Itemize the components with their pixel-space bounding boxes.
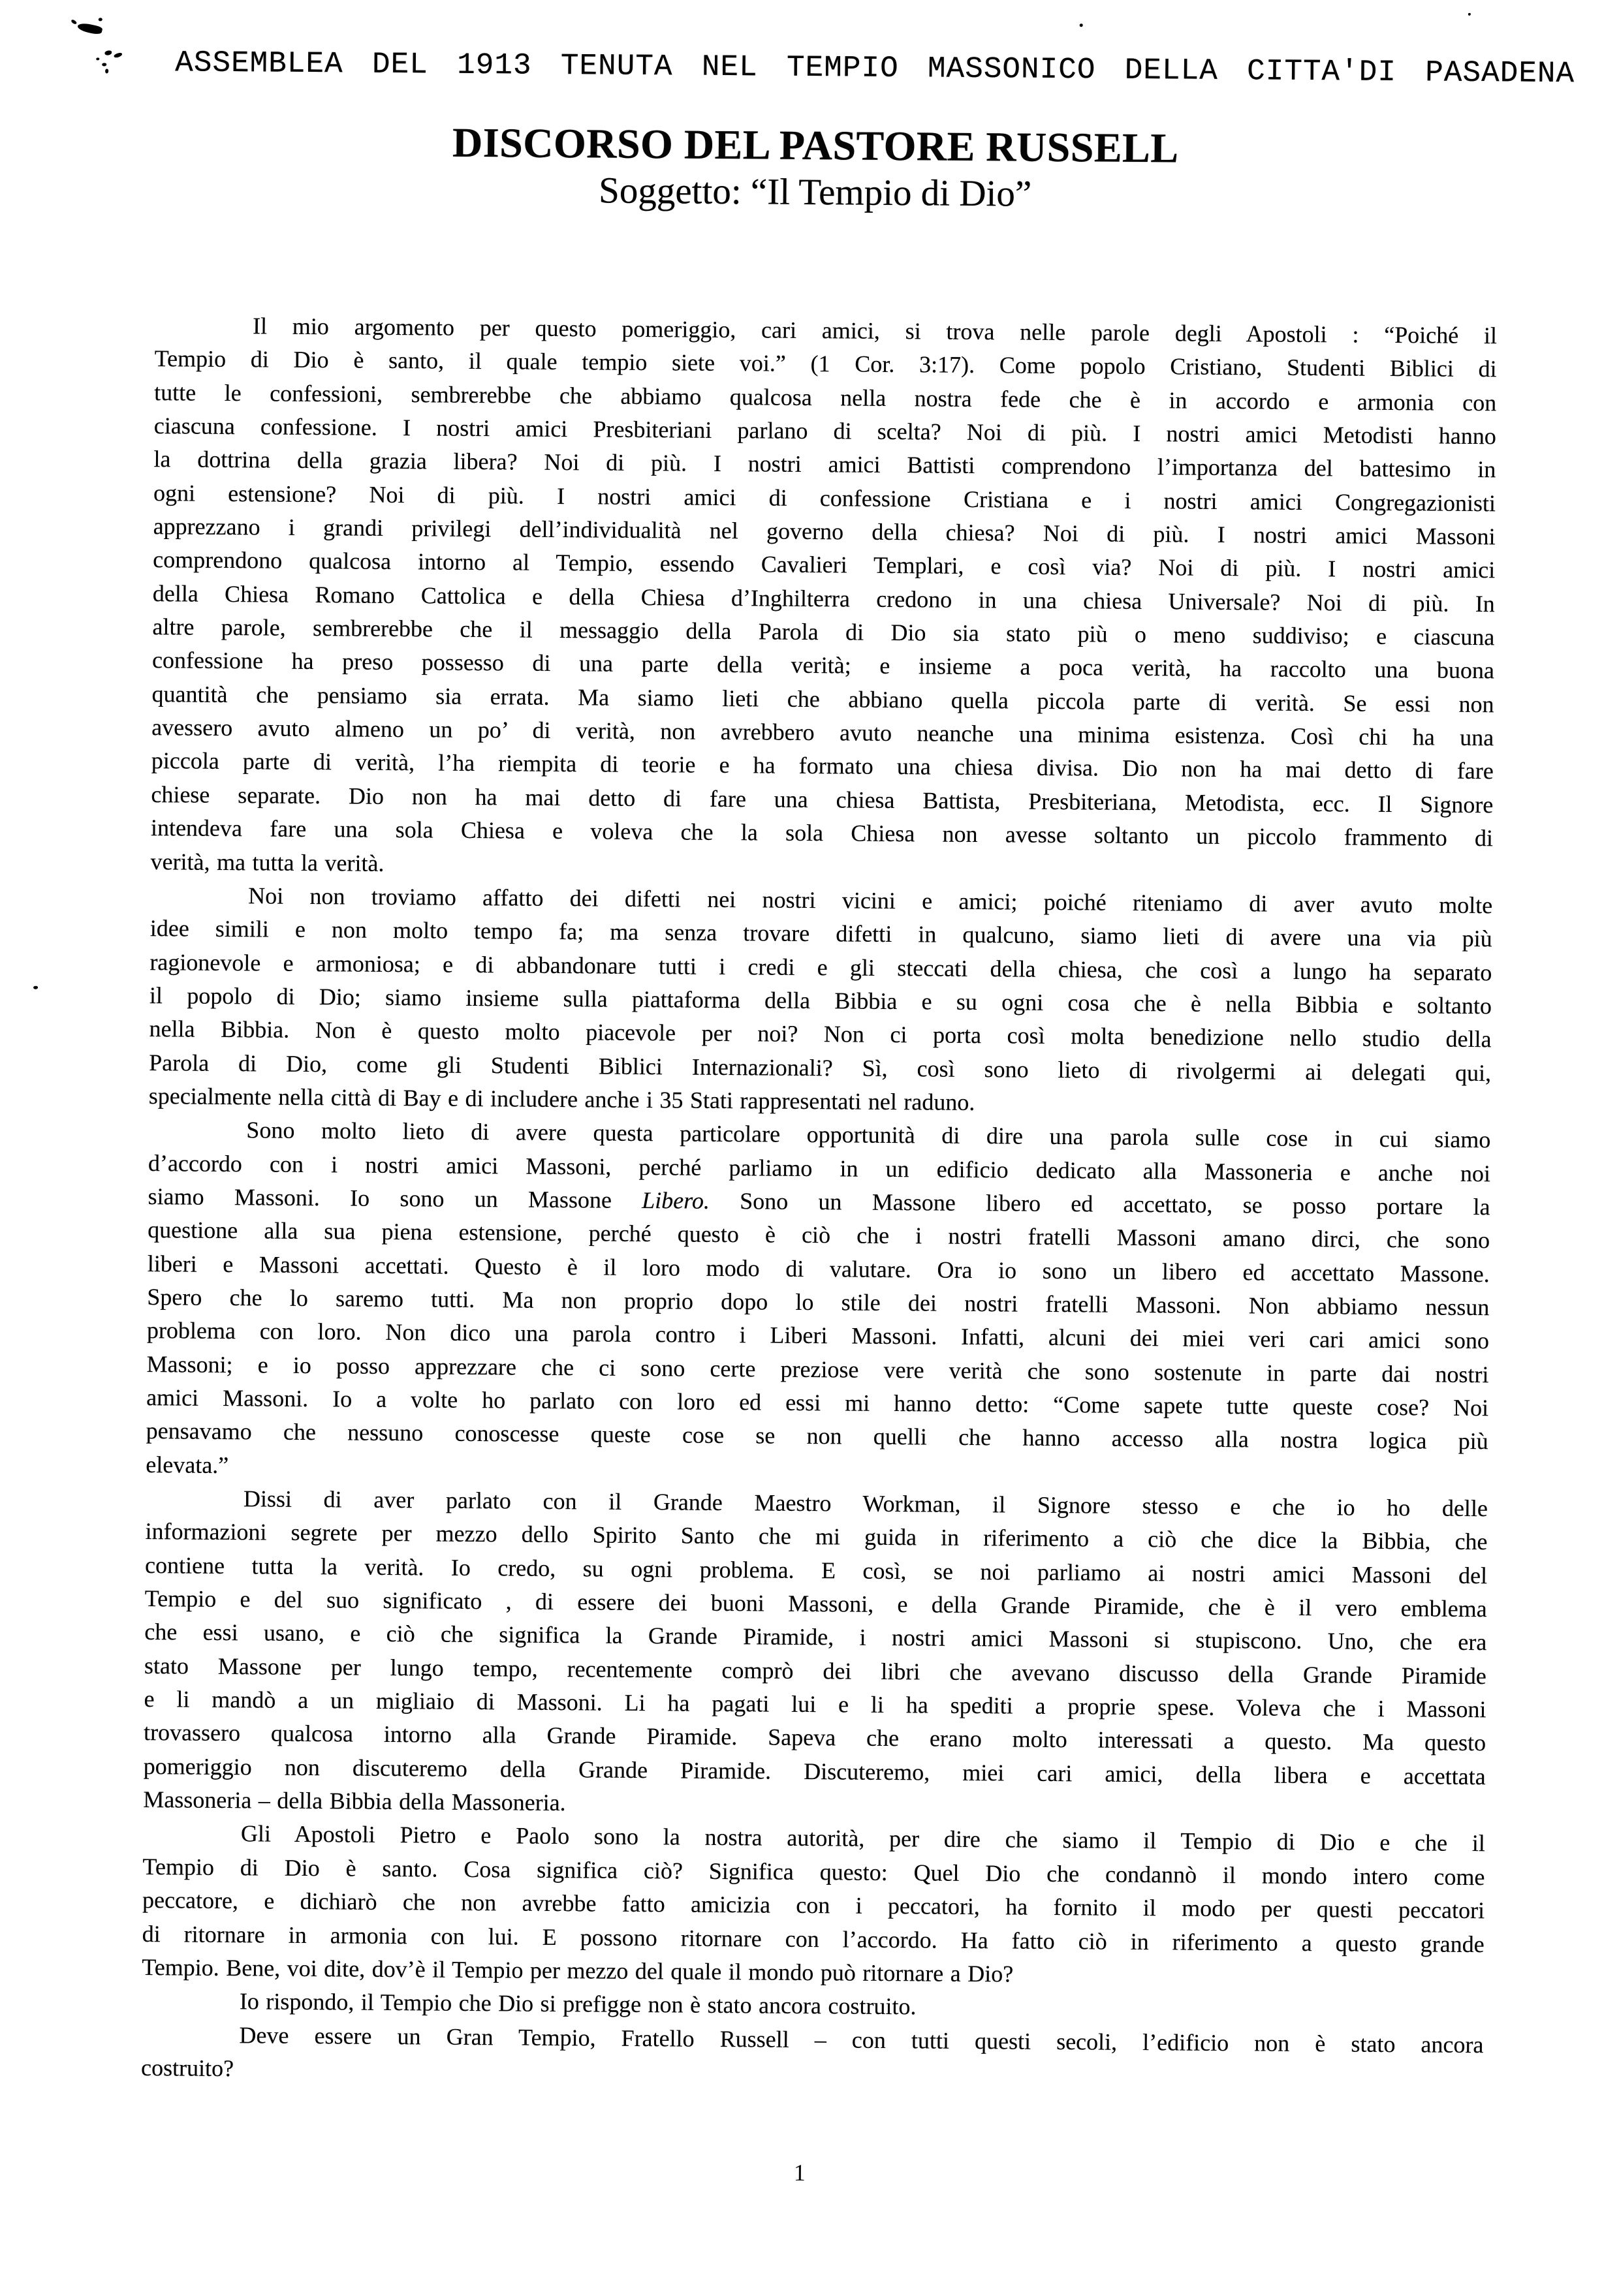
text-line: apprezzano i grandi privilegi dell’individualità nel governo della chiesa? Noi di più. I nostri amici Massoni [153,513,1496,550]
header-word: DEL [371,47,429,82]
text-line: liberi e Massoni accettati. Questo è il loro modo di valutare. Ora io sono un libero ed accettato Massone. [147,1250,1490,1287]
text-line: quantità che pensiamo sia errata. Ma siamo lieti che abbiano quella piccola parte di verità. Se essi non [151,680,1494,718]
ink-speck [33,986,38,989]
text-line: Il mio argomento per questo pomeriggio, cari amici, si trova nelle parole degli Apostoli : “Poiché il [252,313,1498,349]
text-line: Spero che lo saremo tutti. Ma non proprio dopo lo stile dei nostri fratelli Massoni. Non abbiamo nessun [147,1284,1490,1321]
text-line: informazioni segrete per mezzo dello Spirito Santo che mi guida in riferimento a ciò che dice la Bibbia, che [145,1518,1488,1555]
text-line: comprendono qualcosa intorno al Tempio, essendo Cavalieri Templari, e così via? Noi di più. I nostri amici [153,546,1496,583]
ink-smudge [71,19,77,25]
text-line: piccola parte di verità, l’ha riempita di teorie e ha formato una chiesa divisa. Dio non ha mai detto di fare [151,747,1494,784]
text-line: chiese separate. Dio non ha mai detto di fare una chiesa Battista, Presbiteriana, Metodista, ecc. Il Signore [151,781,1494,818]
text-line: trovassero qualcosa intorno alla Grande Piramide. Sapeva che erano molto interessati a questo. Ma questo [143,1719,1486,1756]
text-line: d’accordo con i nostri amici Massoni, perché parliamo in un edificio dedicato alla Massoneria e anche noi [148,1149,1491,1187]
ink-smudge [77,22,103,35]
text-line: il popolo di Dio; siamo insieme sulla piattaforma della Bibbia e su ogni cosa che è nella Bibbia e soltanto [149,982,1492,1019]
text-line: costruito? [140,2054,234,2082]
header-word: CITTA'DI [1246,54,1397,90]
document-title: DISCORSO DEL PASTORE RUSSELL [452,119,1179,172]
document-subtitle: Soggetto: “Il Tempio di Dio” [598,170,1032,215]
text-line: intendeva fare una sola Chiesa e voleva che la sola Chiesa non avesse soltanto un piccolo frammento di [150,814,1494,852]
text-line: ragionevole e armoniosa; e di abbandonare tutti i credi e gli steccati della chiesa, che così a lungo ha separato [149,948,1492,985]
text-line: Sono molto lieto di avere questa particolare opportunità di dire una parola sulle cose in cui siamo [246,1117,1491,1153]
text-line: ogni estensione? Noi di più. I nostri amici di confessione Cristiana e i nostri amici Congregazionisti [153,479,1496,516]
header-word: TENUTA [560,48,673,84]
text-line: siamo Massoni. Io sono un Massone Libero. Sono un Massone libero ed accettato, se posso portare la [148,1183,1490,1220]
ink-speck [1468,13,1471,16]
ink-speck [104,50,112,56]
text-line: di ritornare in armonia con lui. E possono ritornare con l’accordo. Ha fatto ciò in riferimento a questo grande [142,1920,1485,1957]
text-line: Gli Apostoli Pietro e Paolo sono la nostra autorità, per dire che siamo il Tempio di Dio e che il [240,1820,1486,1857]
text-line: amici Massoni. Io a volte ho parlato con loro ed essi mi hanno detto: “Come sapete tutte queste cose? Noi [146,1384,1489,1421]
text-line: altre parole, sembrerebbe che il messaggio della Parola di Dio sia stato più o meno suddiviso; e ciascuna [152,613,1495,651]
text-line: tutte le confessioni, sembrerebbe che abbiamo qualcosa nella nostra fede che è in accordo e armonia con [154,379,1497,416]
text-line: pensavamo che nessuno conoscesse queste cose se non quelli che hanno accesso alla nostra logica più [146,1418,1488,1455]
text-line: Massoneria – della Bibbia della Massoneria. [143,1786,566,1816]
text-line: pomeriggio non discuteremo della Grande Piramide. Discuteremo, miei cari amici, della libera e accettata [143,1752,1486,1790]
text-line: la dottrina della grazia libera? Noi di più. I nostri amici Battisti comprendono l’importanza del battesimo in [153,446,1496,483]
text-line: questione alla sua piena estensione, perché questo è ciò che i nostri fratelli Massoni amano dirci, che sono [148,1217,1490,1254]
text-line: che essi usano, e ciò che significa la Grande Piramide, i nostri amici Massoni si stupiscono. Uno, che era [144,1619,1487,1656]
ink-speck [102,63,106,66]
text-line: Parola di Dio, come gli Studenti Biblici Internazionali? Sì, così sono lieto di rivolgermi ai delegati qui, [149,1049,1492,1086]
text-line: Dissi di aver parlato con il Grande Maestro Workman, il Signore stesso e che io ho delle [243,1485,1488,1522]
page-number: 1 [793,2159,806,2186]
text-line: Io rispondo, il Tempio che Dio si prefigge non è stato ancora costruito. [239,1988,917,2020]
text-line: avessero avuto almeno un po’ di verità, non avrebbero avuto neanche una minima esistenza. Così chi ha una [151,714,1494,751]
assembly-header-line [175,46,1575,91]
header-word: PASADENA [1425,55,1575,91]
header-word: NEL [701,50,758,85]
text-line: verità, ma tutta la verità. [150,848,385,877]
text-line: stato Massone per lungo tempo, recentemente comprò dei libri che avevano discusso della Grande Piramide [144,1652,1487,1689]
text-line: idee simili e non molto tempo fa; ma senza trovare difetti in qualcuno, siamo lieti di avere una via più [149,915,1492,952]
text-line: Tempio di Dio è santo, il quale tempio siete voi.” (1 Cor. 3:17). Come popolo Cristiano, Studenti Biblici di [154,345,1497,382]
text-line: specialmente nella città di Bay e di includere anche i 35 Stati rappresentati nel raduno. [148,1082,975,1115]
header-word: DELLA [1124,53,1218,88]
ink-speck [1080,23,1083,27]
ink-speck [96,57,99,60]
text-line: Massoni; e io posso apprezzare che ci sono certe preziose vere verità che sono sostenute in parte dai nostri [146,1350,1489,1388]
text-line: e li mandò a un migliaio di Massoni. Li ha pagati lui e li ha spediti a proprie spese. Voleva che i Massoni [144,1686,1486,1723]
text-line: ciascuna confessione. I nostri amici Presbiteriani parlano di scelta? Noi di più. I nostri amici Metodisti hanno [153,412,1496,450]
text-line: Tempio e del suo significato , di essere dei buoni Massoni, e della Grande Piramide, che è il vero emblema [144,1585,1487,1622]
text-line: Tempio. Bene, voi dite, dov’è il Tempio per mezzo del quale il mondo può ritornare a Dio? [142,1953,1014,1987]
text-line: contiene tutta la verità. Io credo, su ogni problema. E così, se noi parliamo ai nostri amici Massoni del [145,1551,1488,1589]
text-line: elevata.” [146,1451,229,1478]
text-line: Noi non troviamo affatto dei difetti nei nostri vicini e amici; poiché riteniamo di aver avuto molte [248,882,1493,919]
text-line: Deve essere un Gran Tempio, Fratello Russell – con tutti questi secoli, l’edificio non è stato ancora [239,2021,1484,2058]
header-word: MASSONICO [927,52,1096,87]
text-line: della Chiesa Romano Cattolica e della Chiesa d’Inghilterra credono in una chiesa Universale? Noi di più. In [152,580,1495,617]
text-line: confessione ha preso possesso di una parte della verità; e insieme a poca verità, ha raccolto una buona [151,647,1495,684]
text-line: nella Bibbia. Non è questo molto piacevole per noi? Non ci porta così molta benedizione nello studio della [149,1016,1492,1053]
document-body [141,309,1497,2095]
ink-speck [105,69,108,73]
ink-speck [99,18,102,21]
header-word: TEMPIO [786,50,899,86]
header-word: ASSEMBLEA [175,46,343,82]
text-line: Tempio di Dio è santo. Cosa significa ciò? Significa questo: Quel Dio che condannò il mondo intero come [142,1853,1485,1890]
text-line: problema con loro. Non dico una parola contro i Liberi Massoni. Infatti, alcuni dei miei veri cari amici sono [146,1317,1490,1354]
ink-speck [114,52,123,59]
header-word: 1913 [456,48,532,83]
text-line: peccatore, e dichiarò che non avrebbe fatto amicizia con i peccatori, ha fornito il modo per questi peccatori [142,1887,1485,1924]
